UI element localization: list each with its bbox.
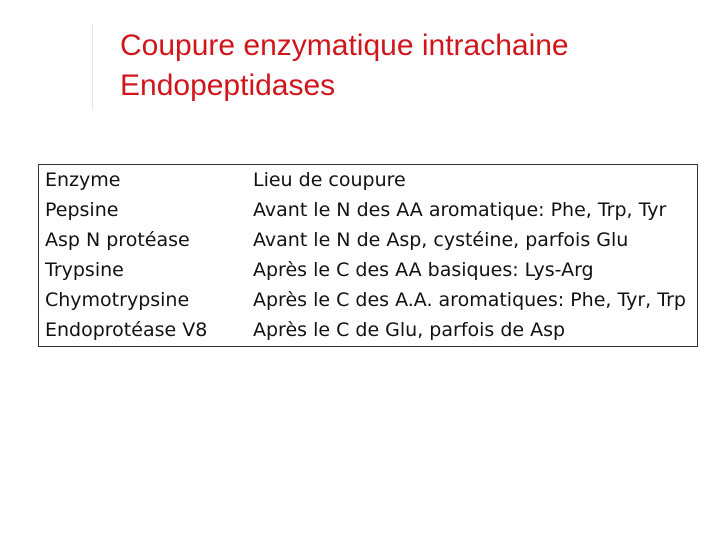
enzyme-table bbox=[38, 164, 698, 347]
table-row bbox=[39, 285, 698, 315]
cleavage-site: Après le C des A.A. aromatiques: Phe, Tyr, Trp bbox=[253, 289, 686, 311]
cleavage-site: Avant le N des AA aromatique: Phe, Trp, Tyr bbox=[253, 199, 667, 221]
table-row bbox=[39, 195, 698, 225]
table-row bbox=[39, 255, 698, 285]
header-enzyme: Enzyme bbox=[45, 169, 121, 191]
slide-title bbox=[120, 26, 569, 106]
table-row bbox=[39, 315, 698, 347]
table-header-row bbox=[39, 165, 698, 196]
enzyme-name: Chymotrypsine bbox=[45, 289, 190, 311]
table-row bbox=[39, 225, 698, 255]
cleavage-site: Après le C de Glu, parfois de Asp bbox=[253, 319, 566, 341]
enzyme-name: Asp N protéase bbox=[45, 229, 190, 251]
enzyme-name: Endoprotéase V8 bbox=[45, 319, 208, 341]
cleavage-site: Après le C des AA basiques: Lys-Arg bbox=[253, 259, 594, 281]
enzyme-name: Trypsine bbox=[45, 259, 124, 281]
cleavage-site: Avant le N de Asp, cystéine, parfois Glu bbox=[253, 229, 629, 251]
title-line-1: Coupure enzymatique intrachaine bbox=[120, 29, 569, 62]
decorative-rule bbox=[92, 24, 93, 110]
header-cleavage-site: Lieu de coupure bbox=[253, 169, 406, 191]
title-line-2: Endopeptidases bbox=[120, 69, 336, 102]
enzyme-name: Pepsine bbox=[45, 199, 119, 221]
